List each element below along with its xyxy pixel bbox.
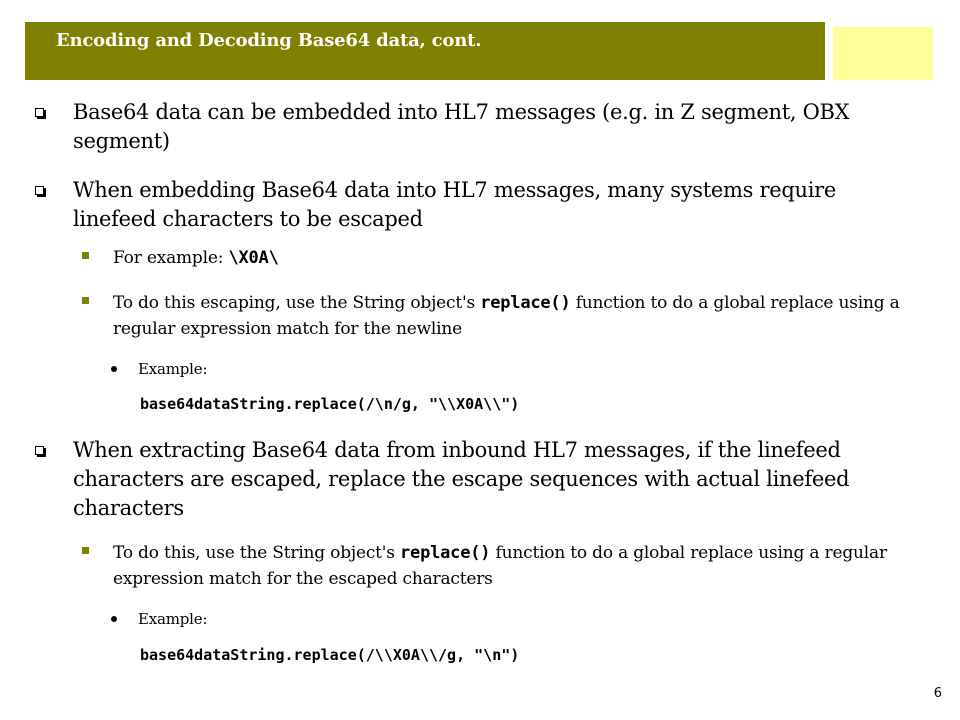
page-number: 6	[933, 686, 942, 701]
sub-bullet-2-2	[113, 290, 913, 342]
example-label-1-text: Example:	[138, 360, 208, 378]
sub-bullet-2-2-prefix: To do this escaping, use the String object's	[113, 293, 481, 313]
replace-function-code: replace()	[480, 293, 571, 313]
dot-bullet-icon	[111, 366, 117, 372]
sub-bullet-3-1-suffix: function to do a global replace using a regular expression match for the escaped characters	[113, 543, 887, 589]
sub-bullet-2-1	[113, 245, 913, 271]
bullet-1	[73, 98, 923, 156]
square-bullet-icon	[35, 446, 44, 455]
example-label-2-text: Example:	[138, 610, 208, 628]
square-bullet-icon	[35, 108, 44, 117]
bullet-2	[73, 176, 923, 234]
sub-bullet-3-1-prefix: To do this, use the String object's	[113, 543, 400, 563]
example-label-2	[138, 608, 898, 630]
bullet-1-text: Base64 data can be embedded into HL7 messages (e.g. in Z segment, OBX segment)	[73, 100, 850, 153]
example-code-2: base64dataString.replace(/\\X0A\\/g, "\n")	[140, 646, 520, 664]
bullet-3-text: When extracting Base64 data from inbound HL7 messages, if the linefeed characters are escaped, replace the escape sequences with actual linefeed characters	[73, 438, 850, 520]
slide-title: Encoding and Decoding Base64 data, cont.	[56, 30, 482, 51]
sub-bullet-3-1	[113, 540, 913, 592]
dot-bullet-icon	[111, 616, 117, 622]
bullet-3	[73, 436, 923, 523]
example-label-1	[138, 358, 898, 380]
sub-bullet-icon	[82, 252, 89, 259]
sub-bullet-icon	[82, 547, 89, 554]
escape-sequence-code: \X0A\	[228, 248, 279, 268]
sub-bullet-2-1-prefix: For example:	[113, 248, 229, 268]
bullet-2-text: When embedding Base64 data into HL7 messages, many systems require linefeed characters to be escaped	[73, 178, 837, 231]
square-bullet-icon	[35, 186, 44, 195]
sub-bullet-2-2-suffix: function to do a global replace using a regular expression match for the newline	[113, 293, 900, 339]
replace-function-code: replace()	[400, 543, 491, 563]
sub-bullet-icon	[82, 297, 89, 304]
example-code-1: base64dataString.replace(/\n/g, "\\X0A\\")	[140, 395, 520, 413]
